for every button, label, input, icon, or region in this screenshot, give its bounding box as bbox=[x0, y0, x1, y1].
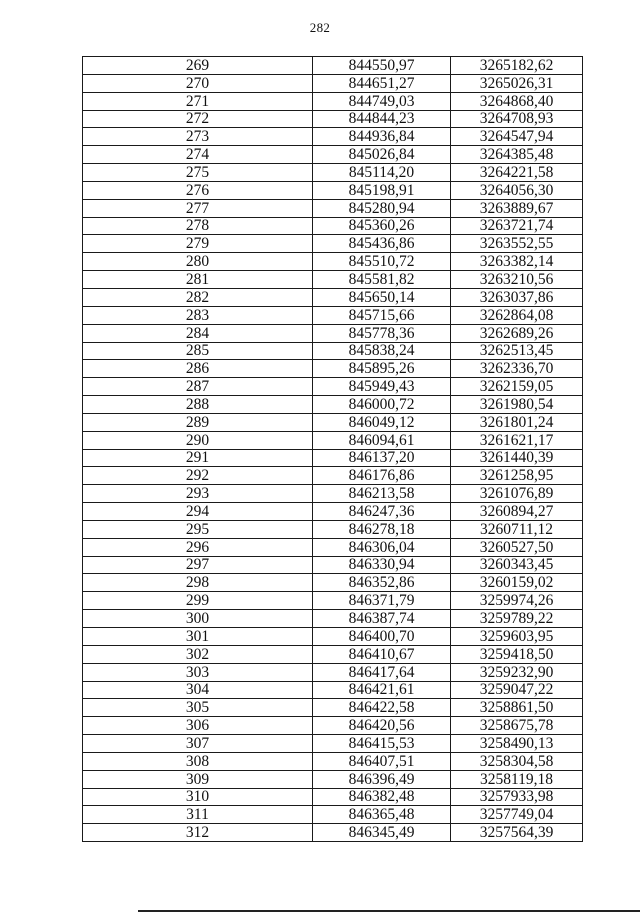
point-number-cell: 279 bbox=[83, 235, 313, 253]
y-coordinate-cell: 3264708,93 bbox=[451, 110, 583, 128]
table-row bbox=[83, 467, 583, 485]
point-number-cell: 312 bbox=[83, 824, 313, 842]
point-number-cell: 305 bbox=[83, 699, 313, 717]
table-row bbox=[83, 288, 583, 306]
y-coordinate-cell: 3263889,67 bbox=[451, 199, 583, 217]
y-coordinate-cell: 3259232,90 bbox=[451, 663, 583, 681]
table-row bbox=[83, 770, 583, 788]
point-number-cell: 297 bbox=[83, 556, 313, 574]
y-coordinate-cell: 3261076,89 bbox=[451, 485, 583, 503]
point-number-cell: 278 bbox=[83, 217, 313, 235]
point-number-cell: 271 bbox=[83, 92, 313, 110]
y-coordinate-cell: 3262336,70 bbox=[451, 360, 583, 378]
y-coordinate-cell: 3260343,45 bbox=[451, 556, 583, 574]
table-row bbox=[83, 235, 583, 253]
table-row bbox=[83, 556, 583, 574]
x-coordinate-cell: 845650,14 bbox=[313, 288, 451, 306]
y-coordinate-cell: 3265026,31 bbox=[451, 74, 583, 92]
table-row bbox=[83, 324, 583, 342]
x-coordinate-cell: 845838,24 bbox=[313, 342, 451, 360]
y-coordinate-cell: 3264056,30 bbox=[451, 181, 583, 199]
point-number-cell: 308 bbox=[83, 752, 313, 770]
table-row bbox=[83, 520, 583, 538]
y-coordinate-cell: 3257933,98 bbox=[451, 788, 583, 806]
page-number: 282 bbox=[309, 20, 331, 35]
x-coordinate-cell: 846345,49 bbox=[313, 824, 451, 842]
y-coordinate-cell: 3261621,17 bbox=[451, 431, 583, 449]
table-row bbox=[83, 271, 583, 289]
point-number-cell: 306 bbox=[83, 717, 313, 735]
table-row bbox=[83, 538, 583, 556]
table-row bbox=[83, 752, 583, 770]
table-row bbox=[83, 164, 583, 182]
y-coordinate-cell: 3260527,50 bbox=[451, 538, 583, 556]
y-coordinate-cell: 3263721,74 bbox=[451, 217, 583, 235]
point-number-cell: 276 bbox=[83, 181, 313, 199]
table-row bbox=[83, 717, 583, 735]
point-number-cell: 285 bbox=[83, 342, 313, 360]
x-coordinate-cell: 846000,72 bbox=[313, 396, 451, 414]
table-row bbox=[83, 735, 583, 753]
y-coordinate-cell: 3264385,48 bbox=[451, 146, 583, 164]
point-number-cell: 289 bbox=[83, 413, 313, 431]
table-row bbox=[83, 378, 583, 396]
x-coordinate-cell: 845715,66 bbox=[313, 306, 451, 324]
table-row bbox=[83, 199, 583, 217]
point-number-cell: 269 bbox=[83, 57, 313, 75]
x-coordinate-cell: 846421,61 bbox=[313, 681, 451, 699]
y-coordinate-cell: 3262159,05 bbox=[451, 378, 583, 396]
x-coordinate-cell: 845895,26 bbox=[313, 360, 451, 378]
x-coordinate-cell: 844844,23 bbox=[313, 110, 451, 128]
table-row bbox=[83, 146, 583, 164]
x-coordinate-cell: 846278,18 bbox=[313, 520, 451, 538]
x-coordinate-cell: 846407,51 bbox=[313, 752, 451, 770]
point-number-cell: 309 bbox=[83, 770, 313, 788]
x-coordinate-cell: 845360,26 bbox=[313, 217, 451, 235]
table-row bbox=[83, 788, 583, 806]
table-row bbox=[83, 574, 583, 592]
point-number-cell: 290 bbox=[83, 431, 313, 449]
x-coordinate-cell: 845581,82 bbox=[313, 271, 451, 289]
x-coordinate-cell: 846410,67 bbox=[313, 645, 451, 663]
point-number-cell: 283 bbox=[83, 306, 313, 324]
point-number-cell: 274 bbox=[83, 146, 313, 164]
table-row bbox=[83, 110, 583, 128]
point-number-cell: 281 bbox=[83, 271, 313, 289]
x-coordinate-cell: 846213,58 bbox=[313, 485, 451, 503]
point-number-cell: 280 bbox=[83, 253, 313, 271]
table-row bbox=[83, 699, 583, 717]
scan-bottom-edge-line bbox=[138, 910, 640, 912]
table-row bbox=[83, 74, 583, 92]
table-row bbox=[83, 253, 583, 271]
table-row bbox=[83, 92, 583, 110]
point-number-cell: 277 bbox=[83, 199, 313, 217]
point-number-cell: 311 bbox=[83, 806, 313, 824]
table-row bbox=[83, 824, 583, 842]
x-coordinate-cell: 844749,03 bbox=[313, 92, 451, 110]
point-number-cell: 299 bbox=[83, 592, 313, 610]
point-number-cell: 293 bbox=[83, 485, 313, 503]
point-number-cell: 292 bbox=[83, 467, 313, 485]
point-number-cell: 284 bbox=[83, 324, 313, 342]
y-coordinate-cell: 3262864,08 bbox=[451, 306, 583, 324]
point-number-cell: 310 bbox=[83, 788, 313, 806]
x-coordinate-cell: 846417,64 bbox=[313, 663, 451, 681]
y-coordinate-cell: 3265182,62 bbox=[451, 57, 583, 75]
table-row bbox=[83, 128, 583, 146]
y-coordinate-cell: 3258304,58 bbox=[451, 752, 583, 770]
point-number-cell: 302 bbox=[83, 645, 313, 663]
point-number-cell: 300 bbox=[83, 610, 313, 628]
y-coordinate-cell: 3259603,95 bbox=[451, 628, 583, 646]
y-coordinate-cell: 3261258,95 bbox=[451, 467, 583, 485]
x-coordinate-cell: 846420,56 bbox=[313, 717, 451, 735]
coordinates-table-container bbox=[82, 56, 582, 842]
y-coordinate-cell: 3263382,14 bbox=[451, 253, 583, 271]
x-coordinate-cell: 846306,04 bbox=[313, 538, 451, 556]
x-coordinate-cell: 846415,53 bbox=[313, 735, 451, 753]
table-row bbox=[83, 806, 583, 824]
table-row bbox=[83, 663, 583, 681]
point-number-cell: 301 bbox=[83, 628, 313, 646]
y-coordinate-cell: 3258119,18 bbox=[451, 770, 583, 788]
x-coordinate-cell: 846422,58 bbox=[313, 699, 451, 717]
table-row bbox=[83, 503, 583, 521]
x-coordinate-cell: 846049,12 bbox=[313, 413, 451, 431]
x-coordinate-cell: 846137,20 bbox=[313, 449, 451, 467]
point-number-cell: 286 bbox=[83, 360, 313, 378]
y-coordinate-cell: 3263210,56 bbox=[451, 271, 583, 289]
table-row bbox=[83, 628, 583, 646]
y-coordinate-cell: 3258675,78 bbox=[451, 717, 583, 735]
y-coordinate-cell: 3259974,26 bbox=[451, 592, 583, 610]
table-row bbox=[83, 306, 583, 324]
x-coordinate-cell: 844936,84 bbox=[313, 128, 451, 146]
x-coordinate-cell: 846094,61 bbox=[313, 431, 451, 449]
x-coordinate-cell: 846352,86 bbox=[313, 574, 451, 592]
point-number-cell: 296 bbox=[83, 538, 313, 556]
y-coordinate-cell: 3261801,24 bbox=[451, 413, 583, 431]
x-coordinate-cell: 844550,97 bbox=[313, 57, 451, 75]
point-number-cell: 275 bbox=[83, 164, 313, 182]
point-number-cell: 307 bbox=[83, 735, 313, 753]
point-number-cell: 282 bbox=[83, 288, 313, 306]
y-coordinate-cell: 3260159,02 bbox=[451, 574, 583, 592]
x-coordinate-cell: 845198,91 bbox=[313, 181, 451, 199]
point-number-cell: 298 bbox=[83, 574, 313, 592]
y-coordinate-cell: 3258861,50 bbox=[451, 699, 583, 717]
table-row bbox=[83, 396, 583, 414]
x-coordinate-cell: 846365,48 bbox=[313, 806, 451, 824]
point-number-cell: 295 bbox=[83, 520, 313, 538]
x-coordinate-cell: 846387,74 bbox=[313, 610, 451, 628]
x-coordinate-cell: 846396,49 bbox=[313, 770, 451, 788]
table-row bbox=[83, 449, 583, 467]
x-coordinate-cell: 846371,79 bbox=[313, 592, 451, 610]
y-coordinate-cell: 3257564,39 bbox=[451, 824, 583, 842]
y-coordinate-cell: 3264547,94 bbox=[451, 128, 583, 146]
x-coordinate-cell: 844651,27 bbox=[313, 74, 451, 92]
y-coordinate-cell: 3261980,54 bbox=[451, 396, 583, 414]
y-coordinate-cell: 3257749,04 bbox=[451, 806, 583, 824]
y-coordinate-cell: 3258490,13 bbox=[451, 735, 583, 753]
y-coordinate-cell: 3263552,55 bbox=[451, 235, 583, 253]
table-row bbox=[83, 360, 583, 378]
y-coordinate-cell: 3260894,27 bbox=[451, 503, 583, 521]
table-row bbox=[83, 413, 583, 431]
table-row bbox=[83, 342, 583, 360]
y-coordinate-cell: 3259047,22 bbox=[451, 681, 583, 699]
y-coordinate-cell: 3264868,40 bbox=[451, 92, 583, 110]
table-row bbox=[83, 485, 583, 503]
point-number-cell: 303 bbox=[83, 663, 313, 681]
coordinates-table-body bbox=[83, 57, 583, 842]
table-row bbox=[83, 181, 583, 199]
x-coordinate-cell: 845280,94 bbox=[313, 199, 451, 217]
point-number-cell: 291 bbox=[83, 449, 313, 467]
point-number-cell: 273 bbox=[83, 128, 313, 146]
table-row bbox=[83, 57, 583, 75]
y-coordinate-cell: 3263037,86 bbox=[451, 288, 583, 306]
x-coordinate-cell: 845114,20 bbox=[313, 164, 451, 182]
y-coordinate-cell: 3260711,12 bbox=[451, 520, 583, 538]
point-number-cell: 287 bbox=[83, 378, 313, 396]
table-row bbox=[83, 610, 583, 628]
x-coordinate-cell: 845949,43 bbox=[313, 378, 451, 396]
table-row bbox=[83, 681, 583, 699]
x-coordinate-cell: 846400,70 bbox=[313, 628, 451, 646]
y-coordinate-cell: 3261440,39 bbox=[451, 449, 583, 467]
table-row bbox=[83, 217, 583, 235]
point-number-cell: 294 bbox=[83, 503, 313, 521]
coordinates-table bbox=[82, 56, 583, 842]
x-coordinate-cell: 845510,72 bbox=[313, 253, 451, 271]
table-row bbox=[83, 431, 583, 449]
y-coordinate-cell: 3259789,22 bbox=[451, 610, 583, 628]
point-number-cell: 288 bbox=[83, 396, 313, 414]
x-coordinate-cell: 846382,48 bbox=[313, 788, 451, 806]
y-coordinate-cell: 3259418,50 bbox=[451, 645, 583, 663]
y-coordinate-cell: 3264221,58 bbox=[451, 164, 583, 182]
y-coordinate-cell: 3262689,26 bbox=[451, 324, 583, 342]
x-coordinate-cell: 845778,36 bbox=[313, 324, 451, 342]
x-coordinate-cell: 845436,86 bbox=[313, 235, 451, 253]
table-row bbox=[83, 645, 583, 663]
y-coordinate-cell: 3262513,45 bbox=[451, 342, 583, 360]
x-coordinate-cell: 845026,84 bbox=[313, 146, 451, 164]
x-coordinate-cell: 846176,86 bbox=[313, 467, 451, 485]
point-number-cell: 304 bbox=[83, 681, 313, 699]
x-coordinate-cell: 846247,36 bbox=[313, 503, 451, 521]
table-row bbox=[83, 592, 583, 610]
x-coordinate-cell: 846330,94 bbox=[313, 556, 451, 574]
point-number-cell: 272 bbox=[83, 110, 313, 128]
point-number-cell: 270 bbox=[83, 74, 313, 92]
